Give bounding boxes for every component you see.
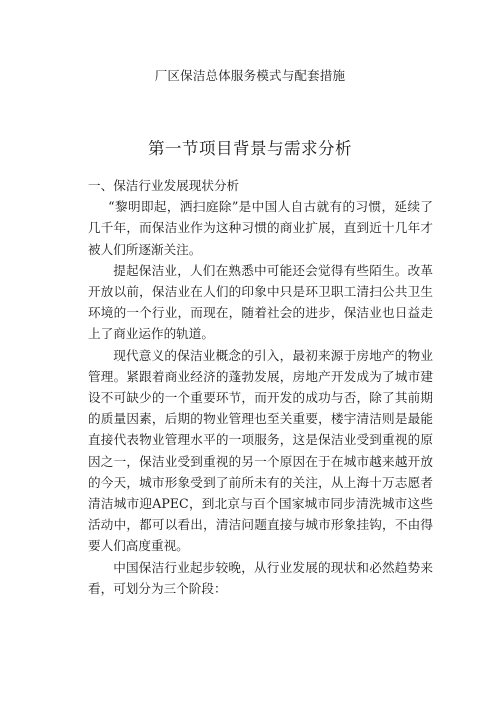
document-title: 厂区保洁总体服务模式与配套措施 (154, 68, 346, 83)
paragraph: 现代意义的保洁业概念的引入，最初来源于房地产的物业管理。紧跟着商业经济的蓬勃发展，房地产开发成为了城市建设不可缺少的一个重要环节，而开发的成功与否，除了其前期的质量因素，后期的物业管理也至关重要，楼宇清洁则是最能直接代表物业管理水平的一项服务，这是保洁业受到重视的原因之一，保洁业受到重视的另一个原因在于在城市越来越开放的今天，城市形象受到了前所未有的关注，从上海十万志愿者清洁城市迎APEC，到北京与百个国家城市同步清洗城市这些活动中，都可以看出，清洁问题直接与城市形象挂钩，不由得要人们高度重视。 (88, 347, 433, 554)
paragraph: 提起保洁业，人们在熟悉中可能还会觉得有些陌生。改革开放以前，保洁业在人们的印象中只是环卫职工清扫公共卫生环境的一个行业，而现在，随着社会的进步，保洁业也日益走上了商业运作的轨道。 (88, 262, 433, 342)
chapter-title: 第一节项目背景与需求分析 (148, 139, 352, 158)
paragraph: “黎明即起，洒扫庭除”是中国人自古就有的习惯，延续了几千年，而保洁业作为这种习惯的商业扩展，直到近十几年才被人们所逐渐关注。 (88, 199, 433, 257)
paragraph: 中国保洁行业起步较晚，从行业发展的现状和必然趋势来看，可划分为三个阶段： (88, 559, 433, 596)
section-heading: 一、保洁行业发展现状分析 (88, 178, 240, 193)
document-body (88, 175, 433, 599)
